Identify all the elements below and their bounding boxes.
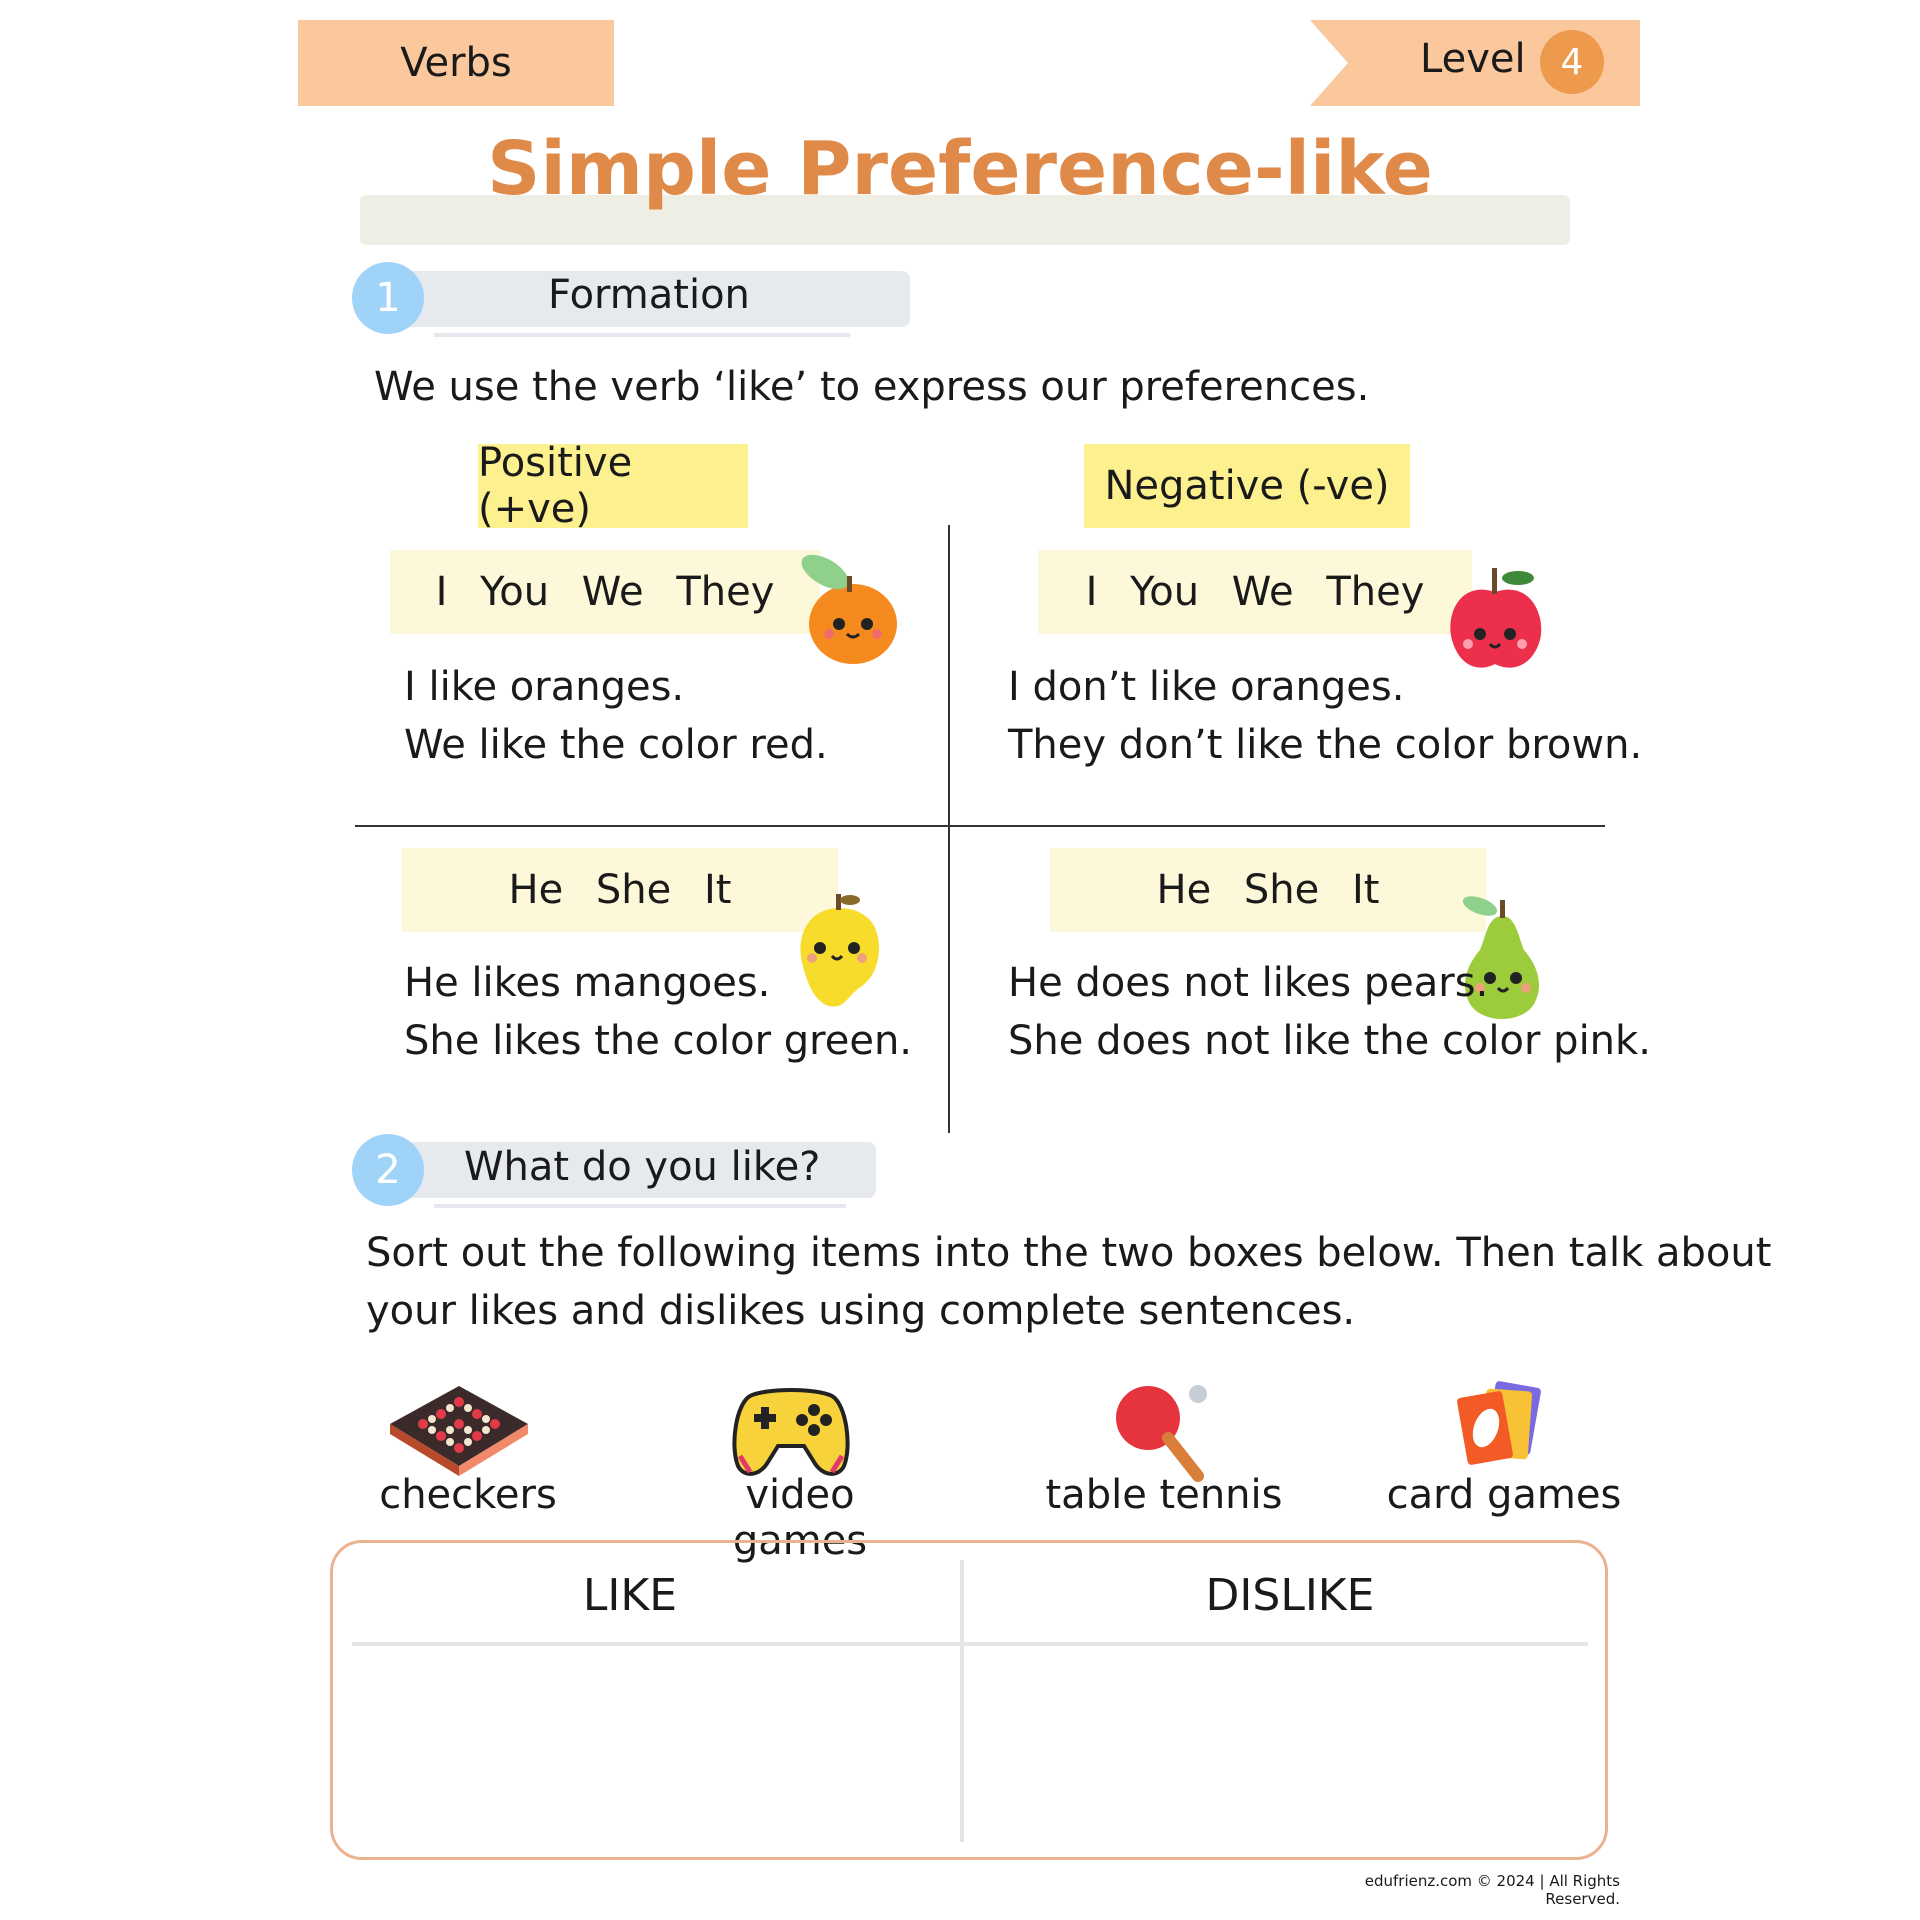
like-drop-area[interactable] [345, 1660, 955, 1840]
category-tag [298, 20, 614, 106]
positive-plural-line1: I like oranges. [404, 664, 685, 710]
section2-title: What do you like? [464, 1144, 821, 1190]
checkers-board-icon [386, 1382, 532, 1478]
table-header-divider [352, 1642, 1588, 1646]
positive-plural-line2: We like the color red. [404, 722, 828, 768]
like-column-header: LIKE [582, 1570, 678, 1621]
negative-plural-line2: They don’t like the color brown. [1008, 722, 1643, 768]
positive-label [478, 440, 748, 532]
positive-singular-pronouns-text: He She It [508, 867, 732, 913]
negative-singular-pronouns-text: He She It [1156, 867, 1380, 913]
section2-instruction-line1: Sort out the following items into the two boxes below. Then talk about [366, 1230, 1772, 1276]
positive-singular-line1: He likes mangoes. [404, 960, 771, 1006]
negative-label [1084, 444, 1410, 528]
category-label: Verbs [400, 40, 512, 86]
dislike-drop-area[interactable] [968, 1660, 1588, 1840]
section2-number: 2 [352, 1134, 424, 1206]
item-label-checkers: checkers [379, 1472, 557, 1518]
negative-plural-pronouns [1038, 550, 1472, 634]
section2-underline [434, 1204, 846, 1208]
positive-label-text: Positive (+ve) [478, 440, 633, 532]
section1-title: Formation [548, 272, 750, 318]
section1-underline [434, 333, 850, 337]
orange-icon [795, 550, 905, 670]
playing-cards-icon [1454, 1380, 1550, 1476]
negative-singular-line2: She does not like the color pink. [1008, 1018, 1651, 1064]
section1-number: 1 [352, 262, 424, 334]
table-column-divider [960, 1560, 964, 1842]
copyright-footer: edufrienz.com © 2024 | All Rights Reserved. [1364, 1872, 1620, 1908]
item-label-card-games: card games [1386, 1472, 1622, 1518]
grid-vertical-divider [948, 525, 950, 1133]
negative-plural-pronouns-text: I You We They [1085, 569, 1425, 615]
negative-singular-pronouns [1050, 848, 1486, 932]
ping-pong-paddle-icon [1110, 1380, 1216, 1486]
apple-icon [1440, 560, 1550, 680]
mango-icon [790, 890, 890, 1016]
positive-singular-line2: She likes the color green. [404, 1018, 913, 1064]
game-controller-icon [730, 1376, 852, 1480]
level-label: Level [1420, 36, 1526, 82]
negative-plural-line1: I don’t like oranges. [1008, 664, 1405, 710]
positive-singular-pronouns [402, 848, 838, 932]
section1-intro: We use the verb ‘like’ to express our preferences. [374, 364, 1370, 410]
negative-singular-line1: He does not likes pears. [1008, 960, 1489, 1006]
negative-label-text: Negative (-ve) [1104, 463, 1390, 509]
positive-plural-pronouns-text: I You We They [435, 569, 775, 615]
item-label-video-games: video games [732, 1472, 868, 1564]
item-label-table-tennis: table tennis [1045, 1472, 1283, 1518]
page-title: Simple Preference-like [487, 126, 1433, 212]
positive-plural-pronouns [390, 550, 820, 634]
section2-instruction-line2: your likes and dislikes using complete sentences. [366, 1288, 1356, 1334]
level-badge: 4 [1540, 30, 1604, 94]
dislike-column-header: DISLIKE [1205, 1570, 1375, 1621]
grid-horizontal-divider [355, 825, 1605, 827]
